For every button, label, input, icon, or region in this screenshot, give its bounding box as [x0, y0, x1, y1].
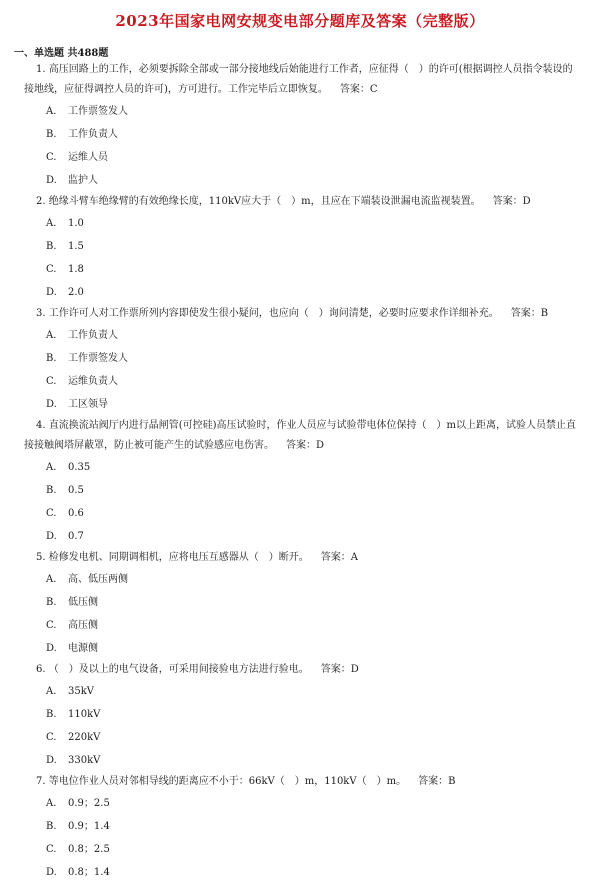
option-text: 0.8；1.4 — [68, 867, 110, 878]
section-heading: 一、单选题 共488题 — [14, 48, 109, 59]
question-stem — [0, 60, 600, 80]
option-letter: B. — [46, 129, 57, 140]
option-text: 2.0 — [68, 287, 84, 298]
question-stem — [0, 548, 600, 568]
question-stem — [0, 772, 600, 792]
question-text: 接接触阀塔屏蔽罩，防止被可能产生的试验感应电伤害。 — [24, 440, 274, 451]
option-text: 高、低压两侧 — [68, 574, 128, 585]
option-text: 工作票签发人 — [68, 353, 128, 364]
option-item — [0, 838, 600, 861]
option-text: 0.6 — [68, 508, 84, 519]
question-stem — [0, 192, 600, 212]
question-text: 检修发电机、同期调相机，应将电压互感器从（ ）断开。 — [48, 552, 309, 563]
option-letter: A. — [46, 574, 57, 585]
option-item — [0, 347, 600, 370]
option-item — [0, 591, 600, 614]
option-item — [0, 258, 600, 281]
option-letter: B. — [46, 821, 57, 832]
option-letter: C. — [46, 376, 57, 387]
answer-label: 答案：D — [320, 664, 359, 675]
option-item — [0, 614, 600, 637]
question-stem — [0, 416, 600, 436]
answer-label: 答案：A — [320, 552, 358, 563]
option-text: 330kV — [68, 755, 101, 766]
option-letter: A. — [46, 798, 57, 809]
question-item — [0, 660, 600, 772]
option-letter: D. — [46, 755, 57, 766]
option-text: 工作票签发人 — [68, 106, 128, 117]
question-text: （ ）及以上的电气设备，可采用间接验电方法进行验电。 — [48, 664, 309, 675]
option-letter: D. — [46, 531, 57, 542]
option-text: 监护人 — [68, 175, 98, 186]
answer-label: 答案：D — [492, 196, 531, 207]
option-item — [0, 456, 600, 479]
option-text: 电源侧 — [68, 643, 98, 654]
option-text: 0.8；2.5 — [68, 844, 110, 855]
option-text: 运维负责人 — [68, 376, 118, 387]
option-letter: A. — [46, 106, 57, 117]
option-text: 工作负责人 — [68, 330, 118, 341]
question-text: 直流换流站阀厅内进行晶闸管(可控硅)高压试验时，作业人员应与试验带电体位保持（ ）m以上距离，试验人员禁止直 — [48, 420, 577, 431]
option-letter: D. — [46, 175, 57, 186]
question-item — [0, 304, 600, 416]
question-item — [0, 192, 600, 304]
option-text: 工作负责人 — [68, 129, 118, 140]
question-stem — [0, 660, 600, 680]
option-text: 低压侧 — [68, 597, 98, 608]
option-item — [0, 479, 600, 502]
option-letter: A. — [46, 218, 57, 229]
option-item — [0, 123, 600, 146]
question-number: 4. — [36, 420, 49, 431]
option-item — [0, 525, 600, 548]
option-text: 高压侧 — [68, 620, 98, 631]
option-letter: C. — [46, 264, 57, 275]
option-text: 1.0 — [68, 218, 84, 229]
option-text: 110kV — [68, 709, 101, 720]
option-text: 0.35 — [68, 462, 91, 473]
question-text: 工作许可人对工作票所列内容即使发生很小疑问，也应向（ ）询问清楚，必要时应要求作详细补充。 — [48, 308, 499, 319]
option-text: 0.5 — [68, 485, 84, 496]
option-letter: D. — [46, 643, 57, 654]
question-text: 接地线，应征得调控人员的许可)，方可进行。工作完毕后立即恢复。 — [24, 84, 328, 95]
option-text: 1.8 — [68, 264, 84, 275]
question-list — [0, 60, 600, 884]
option-item — [0, 100, 600, 123]
option-item — [0, 393, 600, 416]
option-item — [0, 502, 600, 525]
option-item — [0, 212, 600, 235]
option-text: 1.5 — [68, 241, 84, 252]
question-number: 2. — [36, 196, 49, 207]
document-title: 2023年国家电网安规变电部分题库及答案（完整版） — [115, 12, 485, 30]
option-letter: C. — [46, 732, 57, 743]
option-item — [0, 235, 600, 258]
option-item — [0, 703, 600, 726]
answer-label: 答案：C — [339, 84, 378, 95]
option-text: 运维人员 — [68, 152, 108, 163]
option-item — [0, 637, 600, 660]
question-number: 3. — [36, 308, 49, 319]
option-text: 工区领导 — [68, 399, 108, 410]
question-text: 等电位作业人员对邻相导线的距离应不小于：66kV（ ）m，110kV（ ）m。 — [48, 776, 407, 787]
question-number: 7. — [36, 776, 49, 787]
question-number: 5. — [36, 552, 49, 563]
option-item — [0, 680, 600, 703]
option-letter: B. — [46, 597, 57, 608]
option-item — [0, 815, 600, 838]
option-text: 0.9；1.4 — [68, 821, 110, 832]
option-letter: A. — [46, 330, 57, 341]
question-text: 高压回路上的工作，必须要拆除全部或一部分接地线后始能进行工作者，应征得（ ）的许可(根据调控人员指令装设的 — [48, 64, 573, 75]
question-text: 绝缘斗臂车绝缘臂的有效绝缘长度，110kV应大于（ ）m，且应在下端装设泄漏电流监视装置。 — [48, 196, 481, 207]
question-item — [0, 416, 600, 548]
option-letter: C. — [46, 508, 57, 519]
option-letter: D. — [46, 399, 57, 410]
question-number: 6. — [36, 664, 49, 675]
option-text: 220kV — [68, 732, 101, 743]
option-item — [0, 146, 600, 169]
option-letter: D. — [46, 287, 57, 298]
option-item — [0, 861, 600, 884]
option-letter: B. — [46, 709, 57, 720]
question-item — [0, 60, 600, 192]
option-letter: B. — [46, 241, 57, 252]
option-text: 0.7 — [68, 531, 84, 542]
option-text: 35kV — [68, 686, 95, 697]
option-letter: A. — [46, 686, 57, 697]
answer-label: 答案：B — [418, 776, 456, 787]
option-text: 0.9；2.5 — [68, 798, 110, 809]
question-stem — [0, 304, 600, 324]
option-letter: B. — [46, 353, 57, 364]
option-item — [0, 281, 600, 304]
option-letter: A. — [46, 462, 57, 473]
option-item — [0, 370, 600, 393]
option-item — [0, 749, 600, 772]
answer-label: 答案：B — [510, 308, 549, 319]
option-item — [0, 169, 600, 192]
option-letter: D. — [46, 867, 57, 878]
option-item — [0, 324, 600, 347]
question-stem — [0, 80, 600, 100]
option-item — [0, 568, 600, 591]
question-item — [0, 548, 600, 660]
question-item — [0, 772, 600, 884]
option-letter: C. — [46, 152, 57, 163]
option-letter: B. — [46, 485, 57, 496]
option-letter: C. — [46, 844, 57, 855]
question-number: 1. — [36, 64, 49, 75]
question-stem — [0, 436, 600, 456]
option-item — [0, 726, 600, 749]
answer-label: 答案：D — [286, 440, 325, 451]
option-item — [0, 792, 600, 815]
option-letter: C. — [46, 620, 57, 631]
